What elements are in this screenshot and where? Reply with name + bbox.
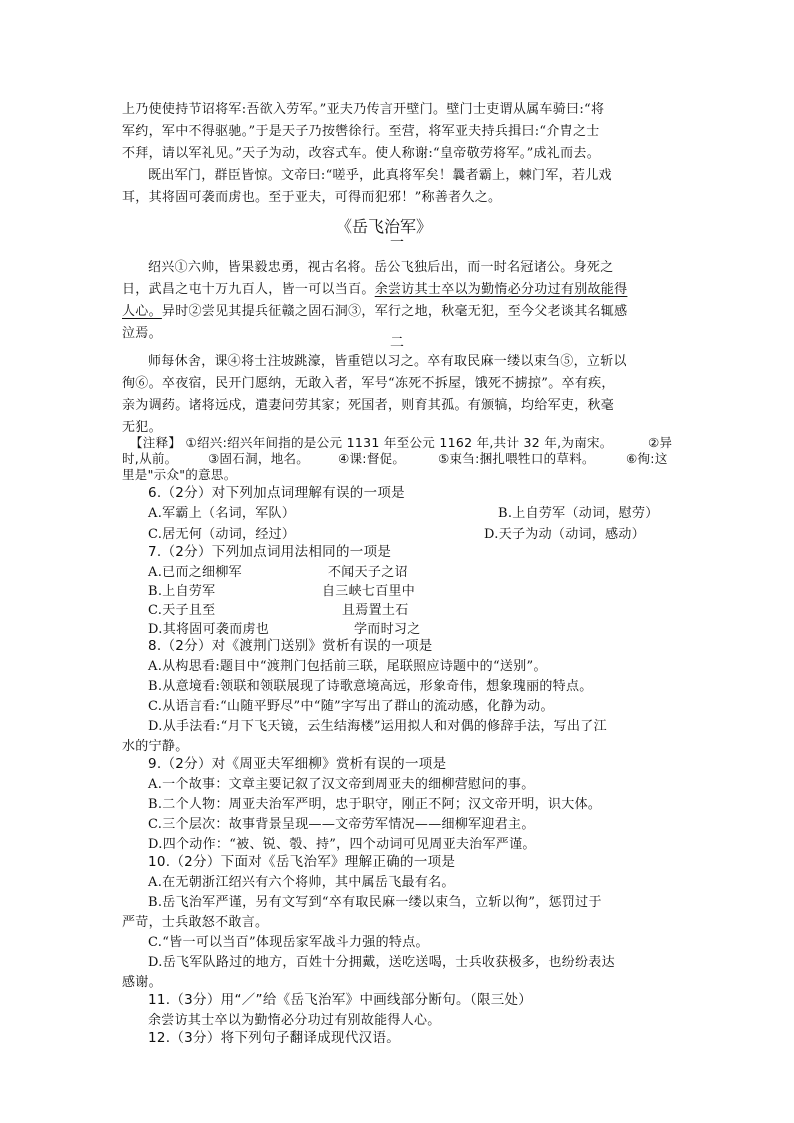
passage-line: 耳，其将固可袭而虏也。至于亚夫，可得而犯邪！”称善者久之。 (122, 190, 502, 205)
option-b: B.上自劳军 (148, 584, 216, 599)
passage-line: 泣焉。 (122, 326, 162, 341)
note-line: ④课:督促。 (338, 451, 406, 466)
passage-line: 无犯。 (122, 420, 162, 435)
option-d-cont: 水的宁静。 (122, 739, 189, 754)
question-stem: 10.（2分）下面对《岳飞治军》理解正确的一项是 (148, 854, 456, 870)
passage-line (122, 280, 627, 299)
note-line: 里是"示众"的意思。 (122, 467, 237, 482)
question-stem: 7.（2分）下列加点词用法相同的一项是 (148, 544, 392, 560)
option-a: A.军霸上（名词，军队） (148, 506, 296, 521)
passage-line: 师每休舍，课④将士注坡跳濠，皆重铠以习之。卒有取民麻一缕以束刍⑤，立斩以 (148, 354, 627, 369)
option-b: B.从意境看:领联和领联展现了诗歌意境高远，形象奇伟，想象瑰丽的特点。 (148, 679, 593, 694)
option-d: D.岳飞军队路过的地方，百姓十分拥戴，送吃送喝，士兵收获极多，也纷纷表达 (148, 955, 615, 970)
passage-line (122, 302, 627, 321)
passage-line: 上乃使使持节诏将军:吾欲入劳军。”亚夫乃传言开壁门。壁门士吏谓从属车骑曰:“将 (122, 102, 605, 117)
option-a: A.一个故事：文章主要记叙了汉文帝到周亚夫的细柳营慰问的事。 (148, 777, 535, 792)
option-b: B.上自劳军（动词，慰劳） (498, 506, 659, 521)
passage-line: 绍兴①六帅，皆果毅忠勇，视古名将。岳公飞独后出，而一时名冠诸公。身死之 (148, 260, 614, 275)
note-line: 【注释】 ①绍兴:绍兴年间指的是公元 1131 年至公元 1162 年,共计 32 年,为南宋。 (130, 435, 613, 450)
note-line: ②异 (648, 435, 673, 450)
passage-text: 日，武昌之屯十万九百人，皆一可以当百。 (122, 282, 375, 297)
passage-title: 《岳飞治军》 (336, 217, 433, 236)
option-b: B.二个人物：周亚夫治军严明，忠于职守，刚正不阿；汉文帝开明，识大体。 (148, 797, 602, 812)
option-d: D.其将固可袭而虏也 (148, 622, 270, 637)
option-c: C.三个层次：故事背景呈现——文帝劳军情况——细柳军迎君主。 (148, 817, 535, 832)
option-b-pair: 自三峡七百里中 (322, 584, 416, 599)
option-c: C.天子且至 (148, 603, 216, 618)
question-stem: 11.（3分）用“／”给《岳飞治军》中画线部分断句。（限三处） (148, 992, 533, 1008)
option-a: A.已而之细柳军 (148, 565, 242, 580)
option-c: C.居无何（动词，经过） (148, 527, 296, 542)
option-d: D.四个动作：“被、锐、彀、持”，四个动词可见周亚夫治军严谨。 (148, 837, 536, 852)
section-number: 一 (390, 235, 404, 251)
section-number: 二 (390, 335, 404, 351)
question-stem: 12.（3分）将下列句子翻译成现代汉语。 (148, 1030, 401, 1046)
question-stem: 8.（2分）对《渡荆门送别》赏析有误的一项是 (148, 638, 433, 654)
option-a: A.从构思看:题目中“渡荆门包括前三联，尾联照应诗题中的“送别”。 (148, 659, 547, 674)
passage-line: 徇⑥。卒夜宿，民开门愿纳，无敢入者，军号“冻死不拆屋，饿死不掳掠”。卒有疾， (122, 376, 615, 391)
option-a: A.在无朝浙江绍兴有六个将帅，其中属岳飞最有名。 (148, 875, 455, 890)
option-d-cont: 感谢。 (122, 975, 162, 990)
option-d: D.从手法看:“月下飞天镜，云生结海楼”运用拟人和对偶的修辞手法，写出了江 (148, 719, 607, 734)
question-stem: 9.（2分）对《周亚夫军细柳》赏析有误的一项是 (148, 756, 447, 772)
underlined-sentence: 余尝访其士卒以为勤惰必分功过有别故能得 (374, 282, 628, 297)
underlined-sentence: 人心。 (122, 304, 162, 319)
note-line: 时,从前。 (122, 451, 178, 466)
option-c: C.从语言看:“山随平野尽”中“随”字写出了群山的流动感，化静为动。 (148, 699, 554, 714)
note-line: ⑤束刍:捆扎喂牲口的草料。 (438, 451, 595, 466)
passage-line: 不拜，请以军礼见。”天子为动，改容式车。使人称谢:“皇帝敬劳将军。”成礼而去。 (122, 146, 601, 161)
question-stem: 6.（2分）对下列加点词理解有误的一项是 (148, 485, 405, 501)
option-c-pair: 且焉置土石 (342, 603, 409, 618)
option-c: C.“皆一可以当百”体现岳家军战斗力强的特点。 (148, 935, 429, 950)
note-line: ③固石洞，地名。 (208, 451, 310, 466)
passage-line: 亲为调药。诸将远戍，遣妻问劳其家；死国者，则育其孤。有颁犒，均给军吏，秋毫 (122, 398, 615, 413)
note-line: ⑥徇:这 (626, 451, 668, 466)
option-d-pair: 学而时习之 (354, 622, 421, 637)
passage-text: 异时②尝见其提兵征赣之固石洞③，军行之地，秋毫无犯，至今父老谈其名辄感 (161, 304, 628, 319)
option-a-pair: 不闻天子之诏 (328, 565, 408, 580)
option-b: B.岳飞治军严谨，另有文写到“卒有取民麻一缕以束刍，立斩以徇”，惩罚过于 (148, 895, 602, 910)
option-b-cont: 严苛，士兵敢怒不敢言。 (122, 915, 269, 930)
passage-line: 既出军门，群臣皆惊。文帝曰:“嗟乎，此真将军矣！曩者霸上，棘门军，若儿戏 (148, 168, 612, 183)
option-d: D.天子为动（动词，感动） (484, 527, 645, 542)
sentence-to-punctuate: 余尝访其士卒以为勤惰必分功过有别故能得人心。 (148, 1013, 441, 1028)
passage-line: 军约，军中不得驱驰。”于是天子乃按辔徐行。至营，将军亚夫持兵揖曰:“介胄之士 (122, 124, 600, 139)
